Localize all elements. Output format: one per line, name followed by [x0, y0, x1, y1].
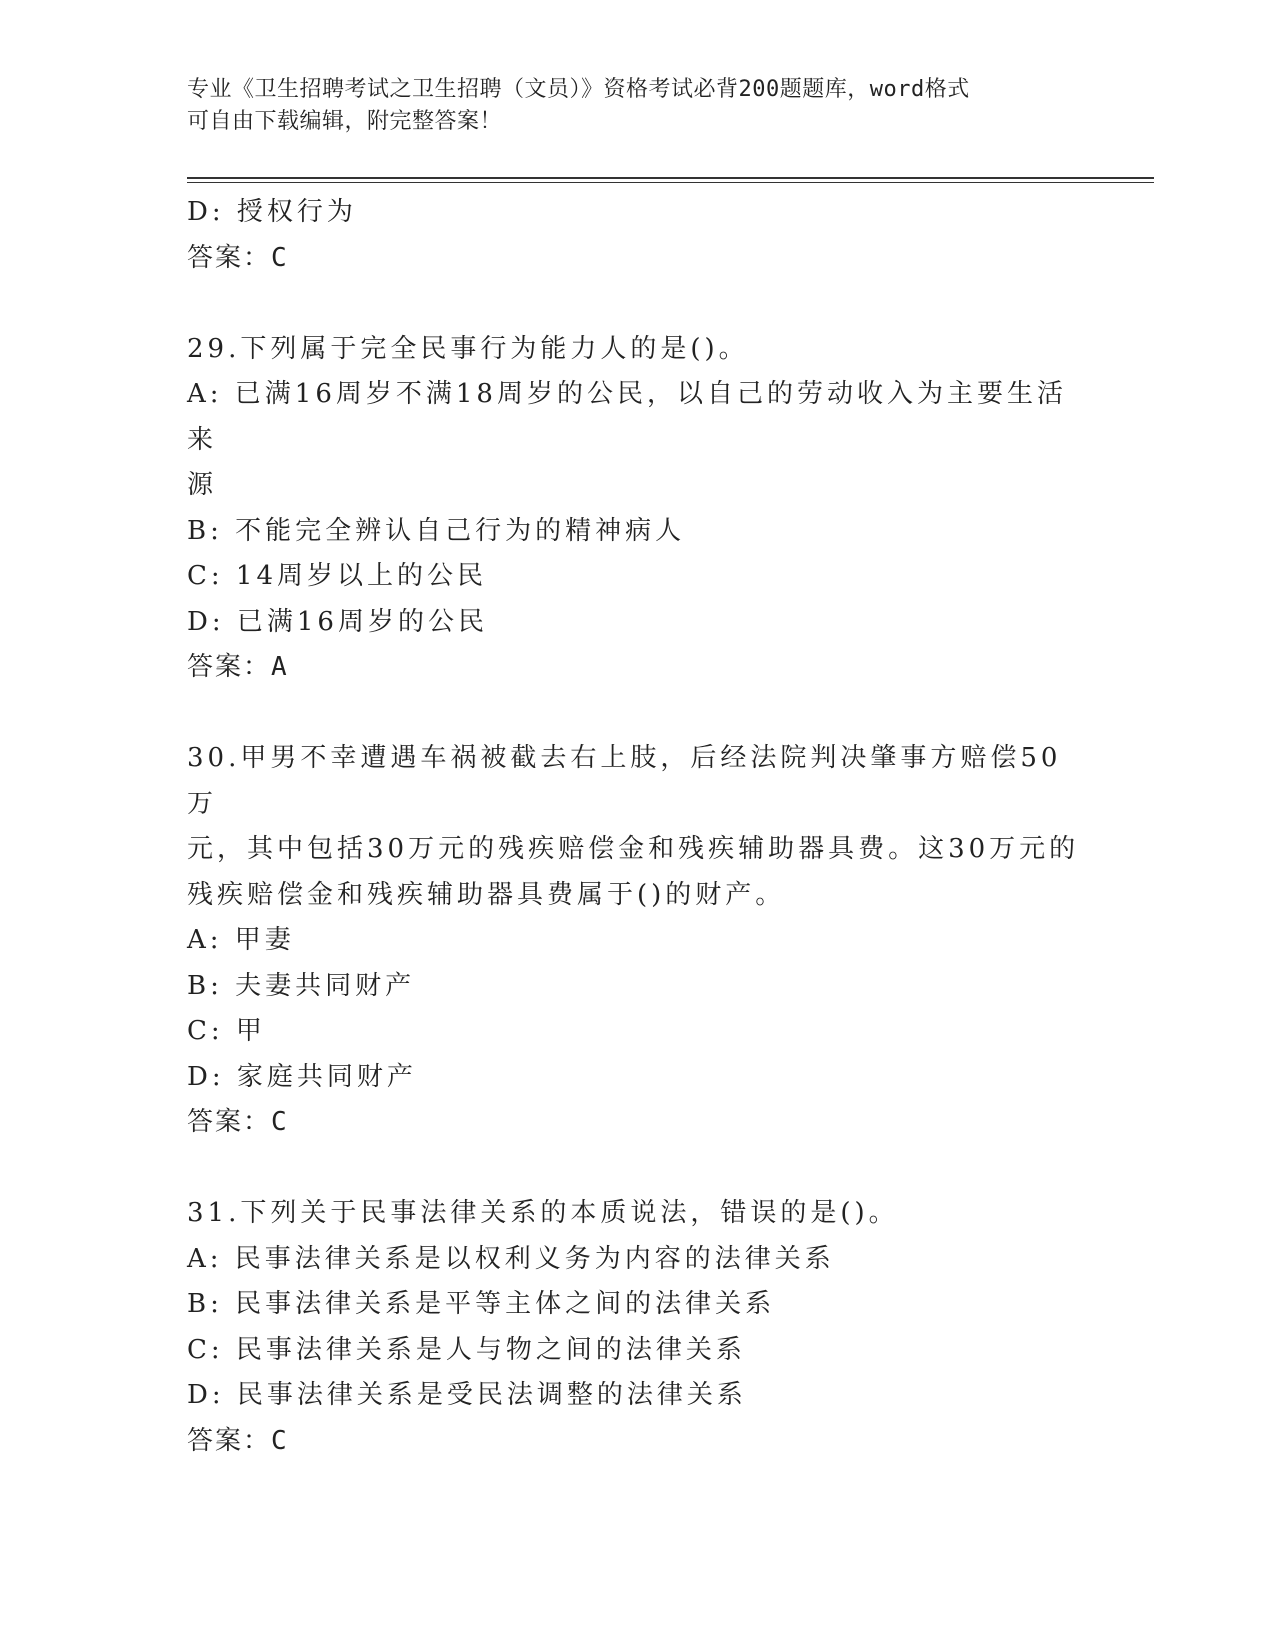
- document-header: [187, 74, 1087, 138]
- option-c: C: 甲: [187, 1016, 266, 1046]
- option-a: A: 已满16周岁不满18周岁的公民，以自己的劳动收入为主要生活来: [187, 379, 1067, 455]
- answer: 答案：C: [187, 1425, 289, 1456]
- header-line-1: 专业《卫生招聘考试之卫生招聘（文员）》资格考试必背200题题库，word格式: [187, 77, 970, 102]
- question-stem: 30.甲男不幸遭遇车祸被截去右上肢，后经法院判决肇事方赔偿50万: [187, 743, 1062, 819]
- question-31: [187, 1191, 1087, 1464]
- option-a-continued: 源: [187, 470, 218, 500]
- option-c: C: 民事法律关系是人与物之间的法律关系: [187, 1334, 746, 1365]
- option-d: D: 已满16周岁的公民: [187, 606, 488, 637]
- spacer: [187, 281, 1087, 327]
- option-c: C: 14周岁以上的公民: [187, 561, 488, 591]
- prev-answer: 答案：C: [187, 242, 289, 273]
- option-a: A: 甲妻: [187, 925, 295, 955]
- question-stem-continued: 残疾赔偿金和残疾辅助器具费属于()的财产。: [187, 879, 786, 910]
- document-body: [187, 190, 1087, 1464]
- header-divider: [187, 177, 1154, 183]
- option-d: D: 家庭共同财产: [187, 1061, 417, 1092]
- question-stem: 29.下列属于完全民事行为能力人的是()。: [187, 333, 749, 364]
- spacer: [187, 1146, 1087, 1192]
- header-line-2: 可自由下载编辑，附完整答案！: [187, 109, 503, 134]
- question-stem-continued: 元，其中包括30万元的残疾赔偿金和残疾辅助器具费。这30万元的: [187, 834, 1080, 864]
- option-d: D: 民事法律关系是受民法调整的法律关系: [187, 1380, 747, 1410]
- answer: 答案：A: [187, 652, 289, 682]
- answer: 答案：C: [187, 1107, 289, 1137]
- option-b: B: 不能完全辨认自己行为的精神病人: [187, 515, 686, 546]
- option-a: A: 民事法律关系是以权利义务为内容的法律关系: [187, 1243, 835, 1274]
- option-b: B: 夫妻共同财产: [187, 970, 416, 1001]
- question-29: [187, 327, 1087, 691]
- question-30: [187, 736, 1087, 1146]
- spacer: [187, 691, 1087, 737]
- option-b: B: 民事法律关系是平等主体之间的法律关系: [187, 1289, 776, 1319]
- prev-option-d: D: 授权行为: [187, 197, 357, 227]
- question-stem: 31.下列关于民事法律关系的本质说法，错误的是()。: [187, 1198, 899, 1228]
